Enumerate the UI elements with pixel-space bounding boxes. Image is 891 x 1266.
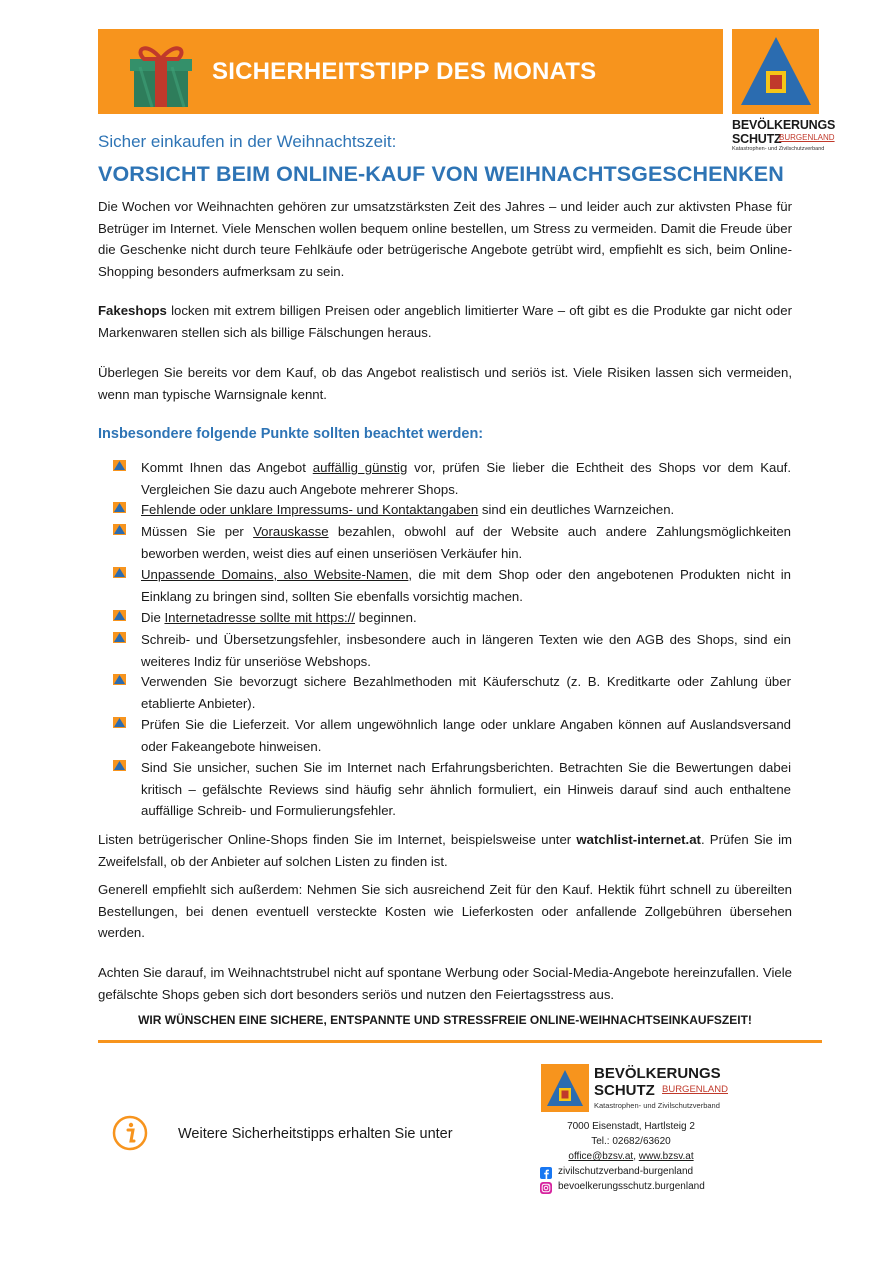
bullet-item (141, 757, 791, 822)
website-link[interactable]: www.bzsv.at (638, 1151, 694, 1162)
bullet-item (141, 457, 791, 500)
section-heading: Insbesondere folgende Punkte sollten beachtet werden: (98, 426, 484, 442)
watchlist-link[interactable]: watchlist-internet.at (576, 832, 701, 847)
footer-logo-region: BURGENLAND (662, 1084, 728, 1095)
bullet-triangle-icon (113, 460, 126, 471)
general-paragraph: Generell empfiehlt sich außerdem: Nehmen Sie sich ausreichend Zeit für den Kauf. Hektik führt schnell zu übereilten Bestellungen, bei denen eventuell versteckte Kosten wie Lieferkosten oder anfallende Zollgebühren übersehen werden. (98, 882, 792, 940)
bullet-text: Kommt Ihnen das Angebot (141, 460, 313, 475)
instagram-icon[interactable] (540, 1182, 552, 1194)
address: 7000 Eisenstadt, Hartlsteig 2 (567, 1121, 695, 1132)
bullet-triangle-icon (113, 610, 126, 621)
lists-text-pre: Listen betrügerischer Online-Shops finden Sie im Internet, beispielsweise unter (98, 832, 577, 847)
closing-message: WIR WÜNSCHEN EINE SICHERE, ENTSPANNTE UND STRESSFREIE ONLINE-WEIHNACHTSEINKAUFSZEIT! (138, 1013, 752, 1027)
bullet-text-post: , die mit dem Shop oder den angebotenen Produkten nicht in Einklang zu bringen sind, sollten Sie ebenfalls vorsichtig machen. (141, 567, 791, 604)
intro-paragraph: Die Wochen vor Weihnachten gehören zur umsatzstärksten Zeit des Jahres – und leider auch zur aktivsten Phase für Betrüger im Internet. Viele Menschen wollen bequem online bestellen, um Stress zu vermeiden. Damit die Freude über die Geschenke nicht durch teure Fehlkäufe oder betrügerische Angebote getrübt wird, empfiehlt es sich, beim Online-Shopping besonders aufmerksam zu sein. (98, 199, 792, 279)
bullet-text-post: beginnen. (355, 610, 417, 625)
civil-protection-logo-icon (545, 1068, 585, 1108)
fakeshops-text: locken mit extrem billigen Preisen oder angeblich limitierter Ware – oft gibt es die Produkte gar nicht oder Markenwaren stellen sich als billige Fälschungen heraus. (98, 303, 792, 340)
fakeshops-paragraph (98, 300, 792, 343)
logo-subtitle: Katastrophen- und Zivilschutzverband (732, 146, 825, 152)
bullet-item (141, 499, 791, 521)
gift-icon (122, 37, 196, 110)
email-link[interactable]: office@bzsv.at (568, 1151, 634, 1162)
bullet-triangle-icon (113, 502, 126, 513)
logo-text-line1: BEVÖLKERUNGS (732, 118, 836, 132)
footer-logo-subtitle: Katastrophen- und Zivilschutzverband (594, 1101, 720, 1110)
bullet-text: Die (141, 610, 165, 625)
facebook-icon[interactable] (540, 1167, 552, 1179)
contact-links (541, 1151, 721, 1162)
fakeshops-bold: Fakeshops (98, 303, 167, 318)
facebook-handle[interactable]: zivilschutzverband-burgenland (558, 1166, 694, 1177)
bullet-triangle-icon (113, 760, 126, 771)
civil-protection-logo-icon (739, 35, 813, 107)
bullet-underlined: auffällig günstig (312, 460, 408, 475)
bullet-item (141, 671, 791, 714)
bullet-text-post: sind ein deutliches Warnzeichen. (478, 502, 675, 517)
logo-text-line2: SCHUTZ (732, 132, 782, 146)
consider-paragraph: Überlegen Sie bereits vor dem Kauf, ob das Angebot realistisch und seriös ist. Viele Risiken lassen sich vermeiden, wenn man typische Warnsignale kennt. (98, 365, 792, 402)
bullet-underlined: Fehlende oder unklare Impressums- und Kontaktangaben (141, 502, 479, 517)
subtitle: Sicher einkaufen in der Weihnachtszeit: (98, 132, 397, 151)
bullet-triangle-icon (113, 524, 126, 535)
bullet-text: Sind Sie unsicher, suchen Sie im Internet nach Erfahrungsberichten. Betrachten Sie die Bewertungen dabei kritisch – gefälschte Reviews sind häufig sehr ähnlich formuliert, ein Hinweis darauf sind auch enthaltene auffällige Schreib- und Formulierungsfehler. (141, 760, 791, 818)
bullet-underlined: Vorauskasse (253, 524, 329, 539)
bullet-triangle-icon (113, 632, 126, 643)
bullet-triangle-icon (113, 567, 126, 578)
bullet-item (141, 521, 791, 564)
divider (98, 1040, 822, 1043)
banner-title: SICHERHEITSTIPP DES MONATS (212, 58, 597, 85)
bullet-text: Verwenden Sie bevorzugt sichere Bezahlmethoden mit Käuferschutz (z. B. Kreditkarte oder Zahlung über etablierte Anbieter). (141, 674, 791, 711)
phone: Tel.: 02682/63620 (591, 1136, 671, 1147)
info-icon (112, 1115, 148, 1151)
footer-logo-line1: BEVÖLKERUNGS (594, 1065, 721, 1082)
bullet-item (141, 607, 791, 629)
bullet-item (141, 564, 791, 607)
bullet-text-post: vor, prüfen Sie lieber die Echtheit des Shops vor dem Kauf. Vergleichen Sie dazu auch Angebote mehrerer Shops. (141, 460, 792, 497)
bullet-text-post: bezahlen, obwohl auf der Website auch andere Zahlungsmöglichkeiten beworben werden, weist dies auf einen unseriösen Verkäufer hin. (141, 524, 791, 561)
further-tips-text: Weitere Sicherheitstipps erhalten Sie unter (178, 1126, 453, 1142)
footer-logo-line2: SCHUTZ (594, 1082, 655, 1099)
bullet-item (141, 629, 791, 672)
instagram-handle[interactable]: bevoelkerungsschutz.burgenland (558, 1181, 705, 1192)
bullet-text: Müssen Sie per (141, 524, 254, 539)
bullet-triangle-icon (113, 674, 126, 685)
lists-paragraph (98, 829, 792, 872)
bullet-text: Schreib- und Übersetzungsfehler, insbesondere auch in längeren Texten wie den AGB des Shops, sind ein weiteres Indiz für unseriöse Webshops. (141, 632, 791, 669)
headline: VORSICHT BEIM ONLINE-KAUF VON WEIHNACHTSGESCHENKEN (98, 162, 784, 186)
lists-text-post: . Prüfen Sie im Zweifelsfall, ob der Anbieter auf solchen Listen zu finden ist. (98, 832, 792, 869)
logo-region: BURGENLAND (779, 133, 835, 142)
bullet-text: Prüfen Sie die Lieferzeit. Vor allem ungewöhnlich lange oder unklare Angaben können auf Auslandsversand oder Fakeangebote hinweisen. (141, 717, 791, 754)
contact-separator: , (633, 1151, 639, 1162)
bullet-underlined: Internetadresse sollte mit https:// (164, 610, 356, 625)
attention-paragraph: Achten Sie darauf, im Weihnachtstrubel nicht auf spontane Werbung oder Social-Media-Angebote hereinzufallen. Viele gefälschte Shops geben sich dort besonders seriös und nutzen den Feiertagsstress aus. (98, 965, 792, 1002)
bullet-triangle-icon (113, 717, 126, 728)
bullet-item (141, 714, 791, 757)
bullet-underlined: Unpassende Domains, also Website-Namen (141, 567, 409, 582)
